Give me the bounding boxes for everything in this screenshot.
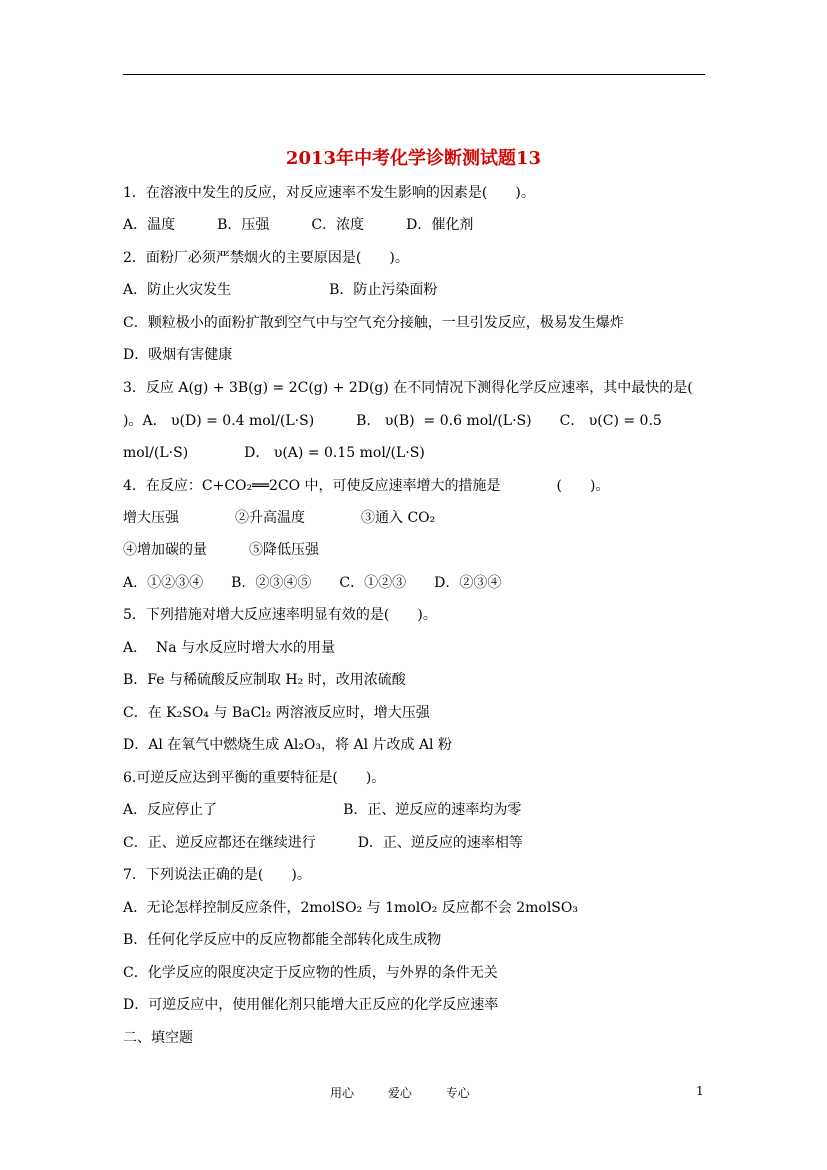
text-line: 7．下列说法正确的是( )。 [123,867,311,883]
text-line: C．化学反应的限度决定于反应物的性质，与外界的条件无关 [123,965,498,981]
page-number: 1 [696,1084,704,1098]
text-line: 二、填空题 [123,1030,193,1046]
footer-motto: 用心 [330,1086,355,1100]
text-line: 3．反应 A(g) + 3B(g) = 2C(g) + 2D(g) 在不同情况下测得化学反应速率，其中最快的是( [123,380,693,396]
text-line: D．可逆反应中，使用催化剂只能增大正反应的化学反应速率 [123,997,499,1013]
header-rule [123,74,705,75]
text-line: 增大压强 ②升高温度 ③通入 CO₂ [123,510,436,526]
text-line: ④增加碳的量 ⑤降低压强 [123,542,319,558]
text-line: mol/(L·S) D． υ(A) = 0.15 mol/(L·S) [123,445,425,461]
text-line: B．Fe 与稀硫酸反应制取 H₂ 时，改用浓硫酸 [123,672,406,688]
text-line: A．反应停止了 B．正、逆反应的速率均为零 [123,802,522,818]
text-line: 1．在溶液中发生的反应，对反应速率不发生影响的因素是( )。 [123,185,535,201]
text-line: 5．下列措施对增大反应速率明显有效的是( )。 [123,607,437,623]
text-line: A．①②③④ B．②③④⑤ C．①②③ D．②③④ [123,575,502,591]
text-line: C．正、逆反应都还在继续进行 D．正、逆反应的速率相等 [123,835,523,851]
text-line: A．防止火灾发生 B．防止污染面粉 [123,282,438,298]
text-line: 4．在反应：C+CO₂══2CO 中，可使反应速率增大的措施是 ( )。 [123,478,610,494]
text-line: C．颗粒极小的面粉扩散到空气中与空气充分接触，一旦引发反应，极易发生爆炸 [123,315,624,331]
footer-mottos [330,1084,500,1101]
text-line: C．在 K₂SO₄ 与 BaCl₂ 两溶液反应时，增大压强 [123,705,430,721]
text-line: D．吸烟有害健康 [123,347,233,363]
document-title: 2013年中考化学诊断测试题13 [285,148,542,169]
footer-motto: 专心 [445,1086,470,1100]
footer-motto: 爱心 [387,1086,412,1100]
text-line: 2．面粉厂必须严禁烟火的主要原因是( )。 [123,250,409,266]
text-line: A. 无论怎样控制反应条件，2molSO₂ 与 1molO₂ 反应都不会 2molSO₃ [123,900,578,916]
text-line: D．Al 在氧气中燃烧生成 Al₂O₃，将 Al 片改成 Al 粉 [123,737,452,753]
text-line: 6.可逆反应达到平衡的重要特征是( )。 [123,770,386,786]
text-line: A．温度 B．压强 C．浓度 D．催化剂 [123,217,474,233]
text-line: B．任何化学反应中的反应物都能全部转化成生成物 [123,932,442,948]
text-line: A． Na 与水反应时增大水的用量 [123,640,336,656]
text-line: )。A． υ(D) = 0.4 mol/(L·S) B． υ(B) = 0.6 mol/(L·S) C． υ(C) = 0.5 [123,413,662,429]
